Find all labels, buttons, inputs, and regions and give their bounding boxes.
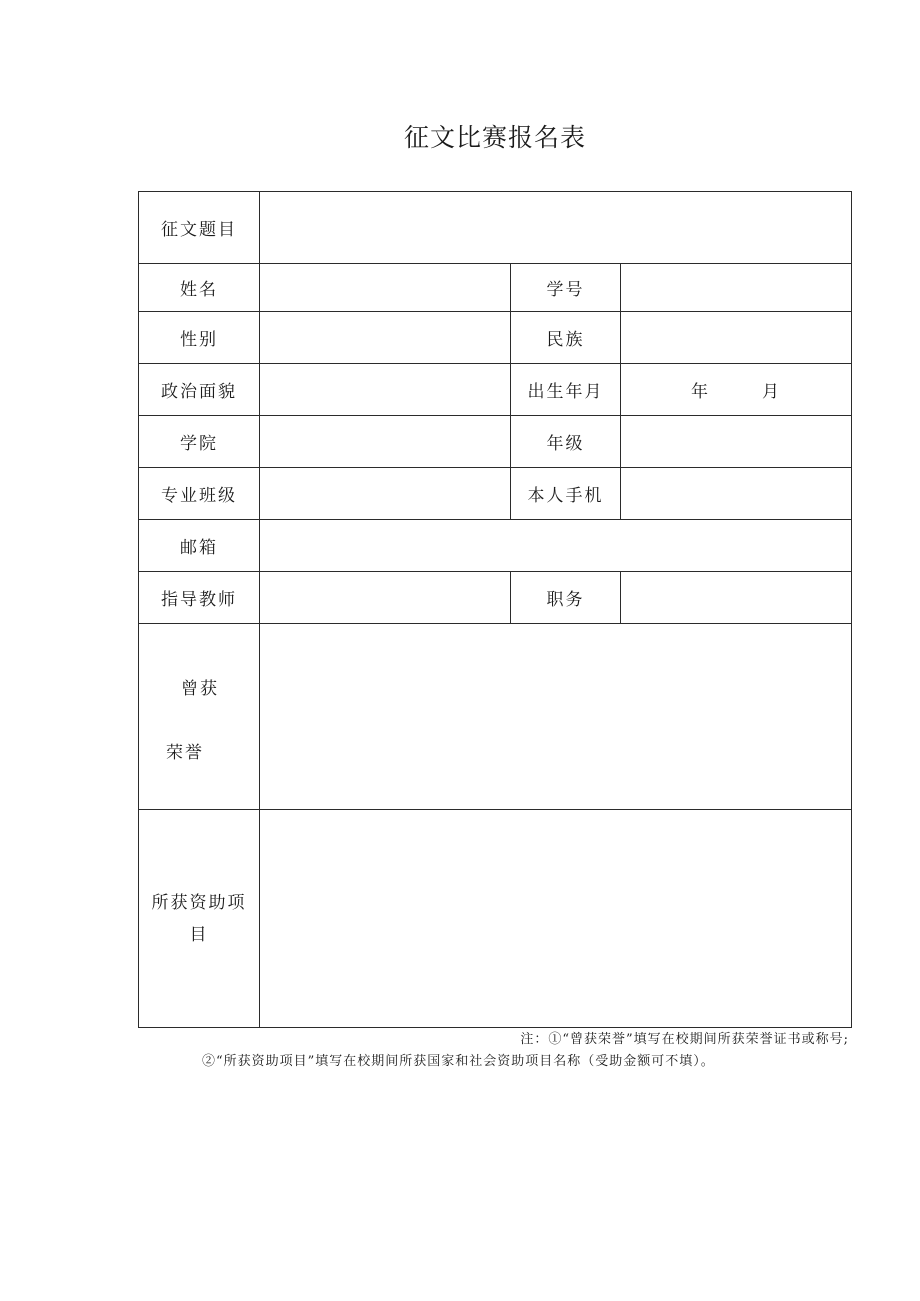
year-label: 年 — [691, 382, 710, 402]
birth-date-field[interactable] — [621, 364, 852, 416]
row-essay-title — [139, 192, 852, 264]
honors-label-line2: 荣誉 — [166, 743, 204, 763]
student-id-label: 学号 — [511, 264, 621, 312]
position-field[interactable] — [621, 572, 852, 624]
grade-label: 年级 — [511, 416, 621, 468]
name-field[interactable] — [260, 264, 511, 312]
birth-date-label: 出生年月 — [511, 364, 621, 416]
gender-label: 性别 — [139, 312, 260, 364]
college-field[interactable] — [260, 416, 511, 468]
registration-form-table — [138, 191, 852, 1028]
position-label: 职务 — [511, 572, 621, 624]
ethnicity-field[interactable] — [621, 312, 852, 364]
honors-label-line1: 曾获 — [181, 679, 219, 699]
essay-title-label: 征文题目 — [139, 192, 260, 264]
political-status-field[interactable] — [260, 364, 511, 416]
row-email — [139, 520, 852, 572]
advisor-field[interactable] — [260, 572, 511, 624]
grade-field[interactable] — [621, 416, 852, 468]
row-gender — [139, 312, 852, 364]
funding-label: 所获资助项目 — [139, 810, 260, 1028]
row-name — [139, 264, 852, 312]
advisor-label: 指导教师 — [139, 572, 260, 624]
funding-field[interactable] — [260, 810, 852, 1028]
page-title: 征文比赛报名表 — [403, 123, 586, 152]
note-honors: 注：①“曾获荣誉”填写在校期间所获荣誉证书或称号; — [520, 1032, 849, 1047]
major-class-label: 专业班级 — [139, 468, 260, 520]
major-class-field[interactable] — [260, 468, 511, 520]
phone-label: 本人手机 — [511, 468, 621, 520]
political-status-label: 政治面貌 — [139, 364, 260, 416]
row-honors — [139, 624, 852, 810]
honors-label — [139, 624, 260, 810]
row-major-class — [139, 468, 852, 520]
notes — [138, 1028, 851, 1069]
ethnicity-label: 民族 — [511, 312, 621, 364]
email-field[interactable] — [260, 520, 852, 572]
row-college — [139, 416, 852, 468]
phone-field[interactable] — [621, 468, 852, 520]
name-label: 姓名 — [139, 264, 260, 312]
gender-field[interactable] — [260, 312, 511, 364]
honors-field[interactable] — [260, 624, 852, 810]
note-funding: ②“所获资助项目”填写在校期间所获国家和社会资助项目名称（受助金额可不填）。 — [202, 1054, 715, 1069]
essay-title-field[interactable] — [260, 192, 852, 264]
student-id-field[interactable] — [621, 264, 852, 312]
college-label: 学院 — [139, 416, 260, 468]
row-advisor — [139, 572, 852, 624]
row-political-status — [139, 364, 852, 416]
row-funding — [139, 810, 852, 1028]
email-label: 邮箱 — [139, 520, 260, 572]
month-label: 月 — [762, 382, 781, 402]
